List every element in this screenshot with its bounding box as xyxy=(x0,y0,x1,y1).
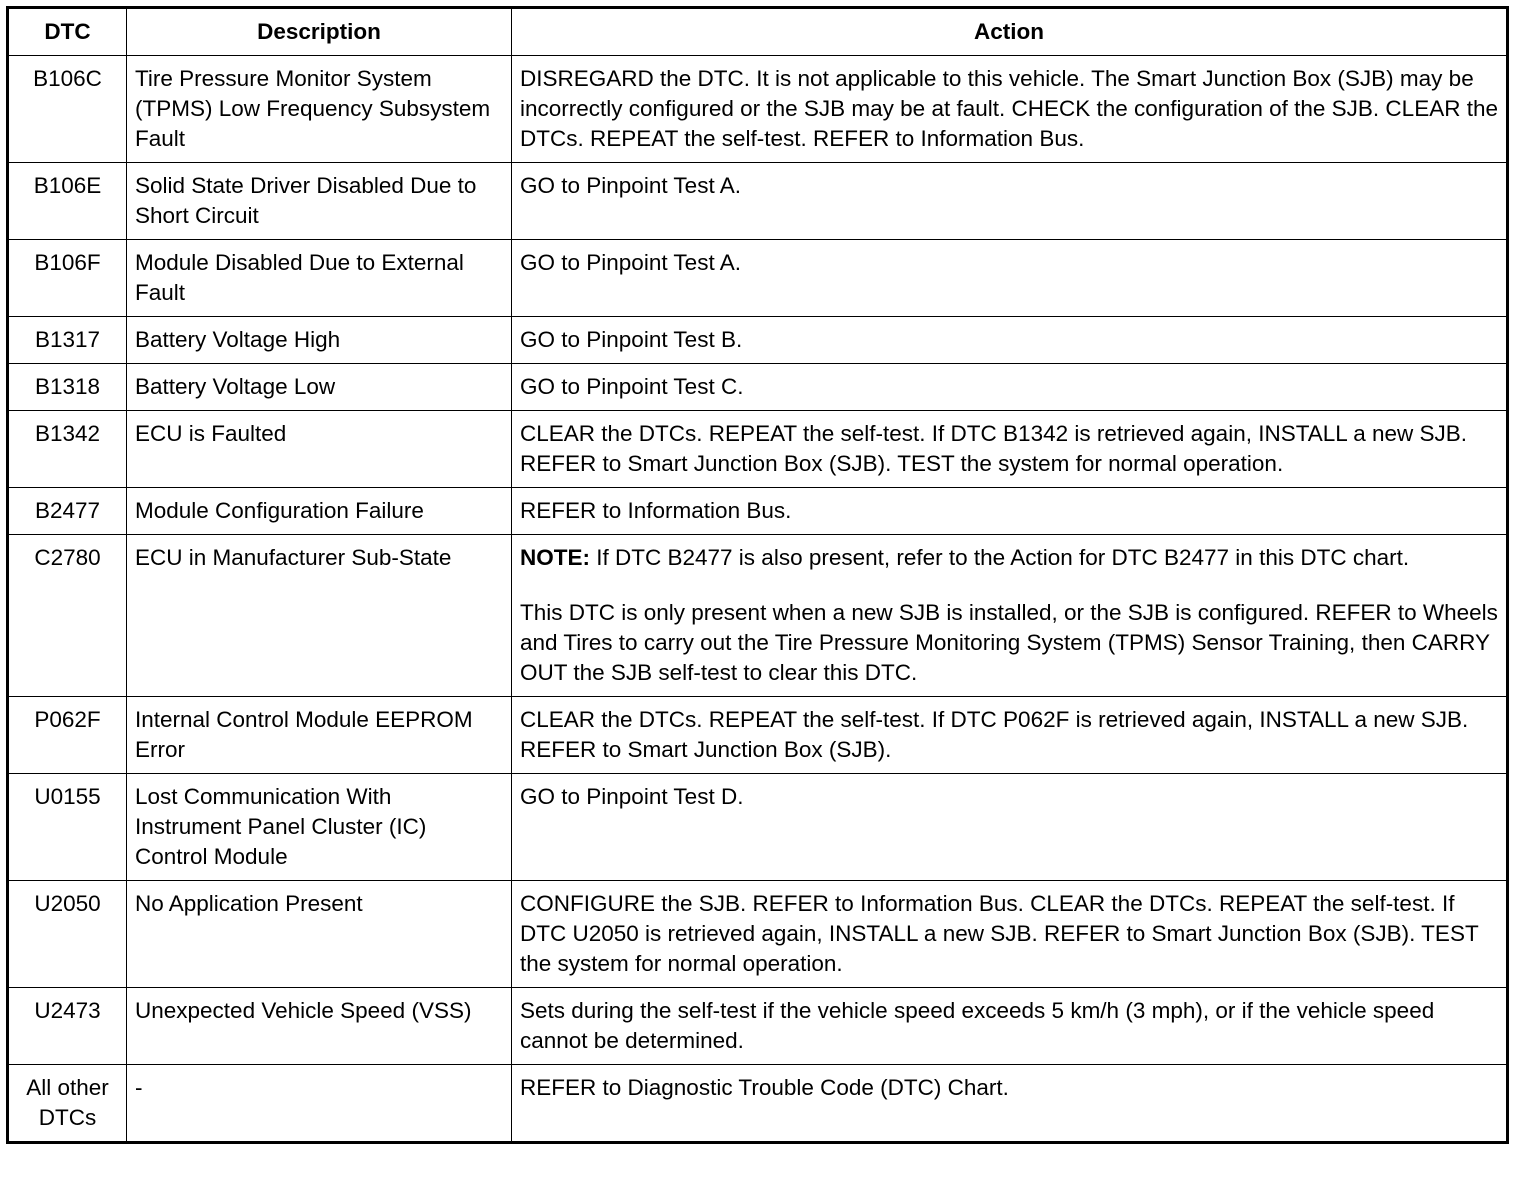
table-row xyxy=(8,411,1508,488)
dtc-description: Battery Voltage Low xyxy=(127,364,512,411)
note-paragraph xyxy=(520,543,1498,573)
dtc-code: All other DTCs xyxy=(8,1065,127,1143)
header-dtc: DTC xyxy=(8,8,127,56)
dtc-description: ECU is Faulted xyxy=(127,411,512,488)
table-row xyxy=(8,1065,1508,1143)
dtc-action: Sets during the self-test if the vehicle speed exceeds 5 km/h (3 mph), or if the vehicle speed cannot be determined. xyxy=(512,988,1508,1065)
header-description: Description xyxy=(127,8,512,56)
dtc-description: Unexpected Vehicle Speed (VSS) xyxy=(127,988,512,1065)
dtc-action: GO to Pinpoint Test A. xyxy=(512,163,1508,240)
dtc-description: Internal Control Module EEPROM Error xyxy=(127,697,512,774)
dtc-description: Solid State Driver Disabled Due to Short Circuit xyxy=(127,163,512,240)
dtc-code: B106C xyxy=(8,56,127,163)
dtc-description: Module Configuration Failure xyxy=(127,488,512,535)
table-row xyxy=(8,535,1508,697)
table-row xyxy=(8,881,1508,988)
action-paragraph: This DTC is only present when a new SJB is installed, or the SJB is configured. REFER to Wheels and Tires to carry out the Tire Pressure Monitoring System (TPMS) Sensor Training, then CARRY OUT the SJB self-test to clear this DTC. xyxy=(520,600,1498,685)
dtc-description: Module Disabled Due to External Fault xyxy=(127,240,512,317)
table-row xyxy=(8,56,1508,163)
dtc-action: CLEAR the DTCs. REPEAT the self-test. If DTC B1342 is retrieved again, INSTALL a new SJB. REFER to Smart Junction Box (SJB). TEST the system for normal operation. xyxy=(512,411,1508,488)
dtc-code: U2050 xyxy=(8,881,127,988)
table-row xyxy=(8,364,1508,411)
header-action: Action xyxy=(512,8,1508,56)
table-row xyxy=(8,697,1508,774)
dtc-action: GO to Pinpoint Test D. xyxy=(512,774,1508,881)
dtc-action: GO to Pinpoint Test C. xyxy=(512,364,1508,411)
dtc-code: B106E xyxy=(8,163,127,240)
dtc-code: B1318 xyxy=(8,364,127,411)
dtc-code: U2473 xyxy=(8,988,127,1065)
dtc-code: B2477 xyxy=(8,488,127,535)
dtc-action: DISREGARD the DTC. It is not applicable to this vehicle. The Smart Junction Box (SJB) may be incorrectly configured or the SJB may be at fault. CHECK the configuration of the SJB. CLEAR the DTCs. REPEAT the self-test. REFER to Information Bus. xyxy=(512,56,1508,163)
table-row xyxy=(8,240,1508,317)
dtc-description: No Application Present xyxy=(127,881,512,988)
dtc-code: B1342 xyxy=(8,411,127,488)
dtc-code: U0155 xyxy=(8,774,127,881)
dtc-action: CONFIGURE the SJB. REFER to Information Bus. CLEAR the DTCs. REPEAT the self-test. If DTC U2050 is retrieved again, INSTALL a new SJB. REFER to Smart Junction Box (SJB). TEST the system for normal operation. xyxy=(512,881,1508,988)
note-label: NOTE: xyxy=(520,545,590,570)
dtc-code: B1317 xyxy=(8,317,127,364)
dtc-description: Lost Communication With Instrument Panel Cluster (IC) Control Module xyxy=(127,774,512,881)
dtc-action xyxy=(512,535,1508,697)
dtc-action: GO to Pinpoint Test B. xyxy=(512,317,1508,364)
dtc-action: GO to Pinpoint Test A. xyxy=(512,240,1508,317)
dtc-code: P062F xyxy=(8,697,127,774)
dtc-description: - xyxy=(127,1065,512,1143)
dtc-chart-table xyxy=(6,6,1509,1144)
table-row xyxy=(8,163,1508,240)
table-row xyxy=(8,774,1508,881)
header-row xyxy=(8,8,1508,56)
dtc-action: REFER to Information Bus. xyxy=(512,488,1508,535)
note-text: If DTC B2477 is also present, refer to the Action for DTC B2477 in this DTC chart. xyxy=(590,545,1410,570)
table-row xyxy=(8,488,1508,535)
dtc-code: C2780 xyxy=(8,535,127,697)
dtc-action: CLEAR the DTCs. REPEAT the self-test. If DTC P062F is retrieved again, INSTALL a new SJB. REFER to Smart Junction Box (SJB). xyxy=(512,697,1508,774)
table-row xyxy=(8,317,1508,364)
dtc-description: Tire Pressure Monitor System (TPMS) Low Frequency Subsystem Fault xyxy=(127,56,512,163)
table-row xyxy=(8,988,1508,1065)
dtc-code: B106F xyxy=(8,240,127,317)
dtc-description: Battery Voltage High xyxy=(127,317,512,364)
dtc-description: ECU in Manufacturer Sub-State xyxy=(127,535,512,697)
dtc-action: REFER to Diagnostic Trouble Code (DTC) Chart. xyxy=(512,1065,1508,1143)
